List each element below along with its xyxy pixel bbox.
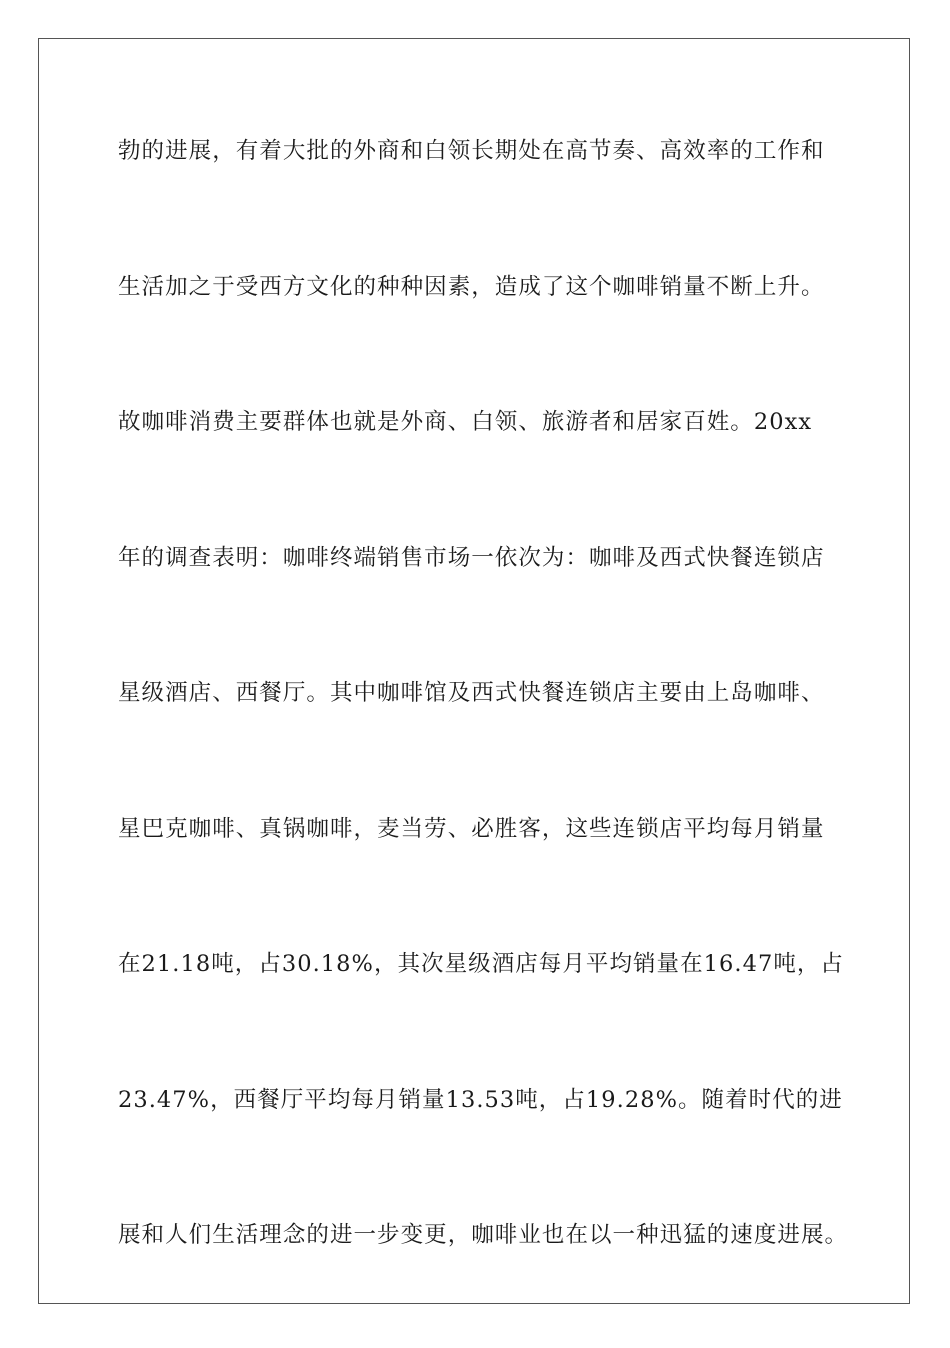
- text-line: 生活加之于受西方文化的种种因素，造成了这个咖啡销量不断上升。: [118, 273, 825, 300]
- document-body: [118, 128, 849, 1348]
- text-line: 展和人们生活理念的进一步变更，咖啡业也在以一种迅猛的速度进展。: [118, 1222, 849, 1248]
- text-line: 星级酒店、西餐厅。其中咖啡馆及西式快餐连锁店主要由上岛咖啡、: [118, 680, 825, 706]
- text-line: 年的调查表明：咖啡终端销售市场一依次为：咖啡及西式快餐连锁店: [118, 544, 825, 571]
- text-line: 23.47%，西餐厅平均每月销量13.53吨，占19.28%。随着时代的进: [118, 1086, 843, 1113]
- text-line: 勃的进展，有着大批的外商和白领长期处在高节奏、高效率的工作和: [118, 138, 825, 164]
- text-line: 星巴克咖啡、真锅咖啡，麦当劳、必胜客，这些连锁店平均每月销量: [118, 815, 825, 842]
- text-line: 在21.18吨，占30.18%，其次星级酒店每月平均销量在16.47吨，占: [118, 951, 844, 977]
- text-line: 故咖啡消费主要群体也就是外商、白领、旅游者和居家百姓。20xx: [118, 409, 813, 435]
